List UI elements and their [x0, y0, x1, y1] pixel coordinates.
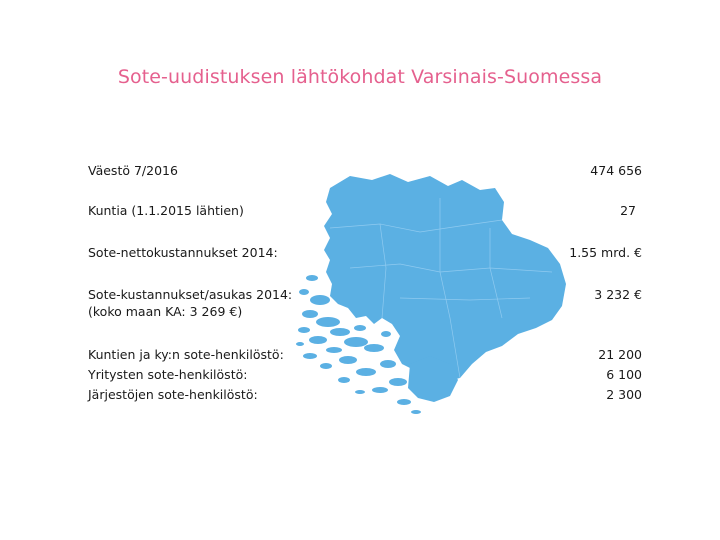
- region-map: [290, 168, 590, 428]
- stat-label-cost-per-resident: Sote-kustannukset/asukas 2014:: [88, 287, 293, 302]
- mainland-shape: [324, 174, 566, 390]
- stat-label-municipalities: Kuntia (1.1.2015 lähtien): [88, 203, 244, 218]
- stat-value-cost-per-resident: 3 232 €: [594, 287, 642, 302]
- stat-value-net-costs: 1.55 mrd. €: [569, 245, 642, 260]
- stat-label-municipal-staff: Kuntien ja ky:n sote-henkilöstö:: [88, 347, 284, 362]
- stat-label-net-costs: Sote-nettokustannukset 2014:: [88, 245, 278, 260]
- stat-value-organization-staff: 2 300: [606, 387, 642, 402]
- stat-label-company-staff: Yritysten sote-henkilöstö:: [88, 367, 248, 382]
- stat-value-population: 474 656: [590, 163, 642, 178]
- slide-title: Sote-uudistuksen lähtökohdat Varsinais-Suomessa: [117, 66, 603, 88]
- stat-label-population: Väestö 7/2016: [88, 163, 178, 178]
- stat-label-national-average: (koko maan KA: 3 269 €): [88, 304, 243, 319]
- stat-value-company-staff: 6 100: [606, 367, 642, 382]
- stat-label-organization-staff: Järjestöjen sote-henkilöstö:: [88, 387, 258, 402]
- stat-value-municipalities: 27: [620, 203, 636, 218]
- stat-value-municipal-staff: 21 200: [598, 347, 642, 362]
